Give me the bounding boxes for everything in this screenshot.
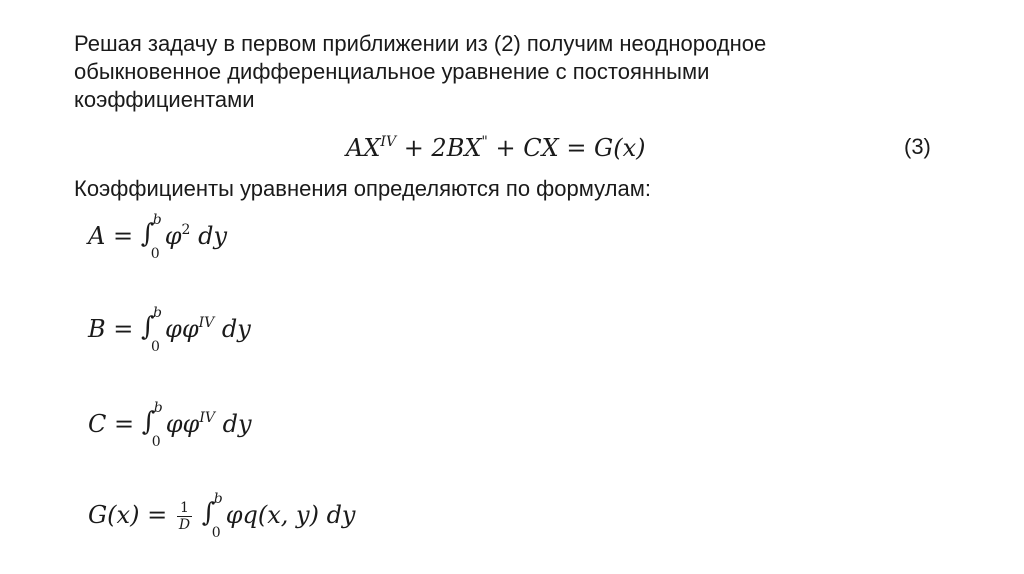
formula-b-sup: IV (198, 315, 215, 331)
formula-b-body: φφ (165, 315, 199, 343)
formula-c-tail: dy (215, 410, 252, 438)
integral-upper-limit: b (153, 304, 162, 321)
formula-c-body: φφ (165, 410, 200, 438)
equation-3 (346, 134, 646, 162)
formula-b-tail: dy (214, 315, 251, 343)
formula-c-sup: IV (199, 410, 215, 426)
formula-a-lhs: A = (88, 222, 134, 250)
paragraph-line-3: коэффициентами (74, 87, 255, 112)
eq3-term-a-sup: IV (380, 134, 397, 150)
paragraph-line-2: обыкновенное дифференциальное уравнение с постоянными (74, 59, 710, 84)
formula-g-body: φq(x, y) dy (225, 501, 356, 529)
eq3-term-b: + 2BX (396, 134, 482, 162)
integral-upper-limit: b (152, 211, 162, 228)
fraction (177, 500, 192, 533)
formula-c (88, 399, 252, 450)
integral-lower-limit: 0 (151, 433, 161, 450)
integral-lower-limit: 0 (151, 338, 160, 355)
fraction-numerator: 1 (177, 500, 192, 517)
integral-sign: ∫ b 0 (201, 490, 223, 541)
formula-a-body: φ (164, 222, 182, 250)
eq3-term-a: AX (346, 134, 381, 162)
eq3-term-b-sup: " (481, 134, 488, 150)
formula-b-lhs: B = (88, 315, 134, 343)
integral-upper-limit: b (153, 399, 163, 416)
formula-c-lhs: C = (88, 410, 135, 438)
coefficients-heading: Коэффициенты уравнения определяются по формулам: (74, 176, 651, 201)
integral-upper-limit: b (213, 490, 223, 507)
formula-g (88, 490, 356, 541)
fraction-denominator: D (178, 517, 191, 533)
formula-a-tail: dy (190, 222, 228, 250)
intro-paragraph (74, 30, 954, 114)
formula-b (88, 304, 251, 355)
integral-sign: ∫ b 0 (141, 304, 162, 355)
equation-number: (3) (904, 134, 931, 159)
integral-lower-limit: 0 (150, 245, 160, 262)
formula-a (88, 211, 228, 262)
eq3-rest: + CX = G(x) (487, 134, 646, 162)
paragraph-line-1: Решая задачу в первом приближении из (2) получим неоднородное (74, 31, 767, 56)
formula-g-lhs: G(x) = (88, 501, 168, 529)
integral-sign: ∫ b 0 (141, 399, 163, 450)
integral-sign: ∫ b 0 (140, 211, 162, 262)
formula-a-sup: 2 (181, 222, 191, 238)
integral-lower-limit: 0 (211, 524, 221, 541)
